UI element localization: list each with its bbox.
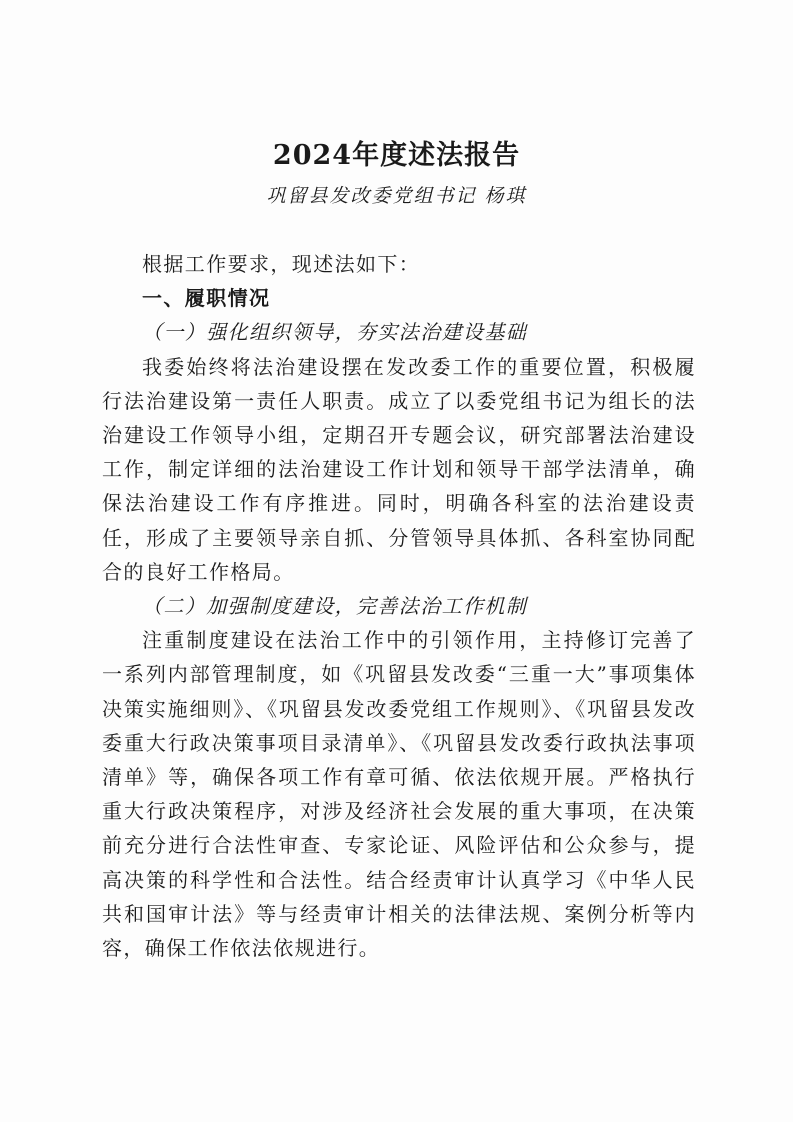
subsection-heading-1: （一）强化组织领导，夯实法治建设基础 bbox=[142, 320, 528, 345]
subsection-paragraph-2: 注重制度建设在法治工作中的引领作用，主持修订完善了一系列内部管理制度，如《巩留县发改委“三重一大”事项集体决策实施细则》、《巩留县发改委党组工作规则》、《巩留县发改委重大行政决策事项目录清单》、《巩留县发改委行政执法事项清单》等，确保各项工作有章可循、依法依规开展。严格执行重大行政决策程序，对涉及经济社会发展的重大事项，在决策前充分进行合法性审查、专家论证、风险评估和公众参与，提高决策的科学性和合法性。结合经责审计认真学习《中华人民共和国审计法》等与经责审计相关的法律法规、案例分析等内容，确保工作依法依规进行。 bbox=[102, 628, 696, 961]
document-body bbox=[102, 247, 696, 965]
section-heading: 一、履职情况 bbox=[142, 286, 271, 311]
document-author: 巩留县发改委党组书记 杨琪 bbox=[266, 185, 527, 207]
intro-paragraph: 根据工作要求，现述法如下： bbox=[142, 252, 421, 276]
document-title: 2024年度述法报告 bbox=[272, 140, 521, 171]
subsection-paragraph-1: 我委始终将法治建设摆在发改委工作的重要位置，积极履行法治建设第一责任人职责。成立了以委党组书记为组长的法治建设工作领导小组，定期召开专题会议，研究部署法治建设工作，制定详细的法治建设工作计划和领导干部学法清单，确保法治建设工作有序推进。同时，明确各科室的法治建设责任，形成了主要领导亲自抓、分管领导具体抓、各科室协同配合的良好工作格局。 bbox=[102, 354, 696, 584]
subsection-heading-2: （二）加强制度建设，完善法治工作机制 bbox=[142, 594, 528, 619]
